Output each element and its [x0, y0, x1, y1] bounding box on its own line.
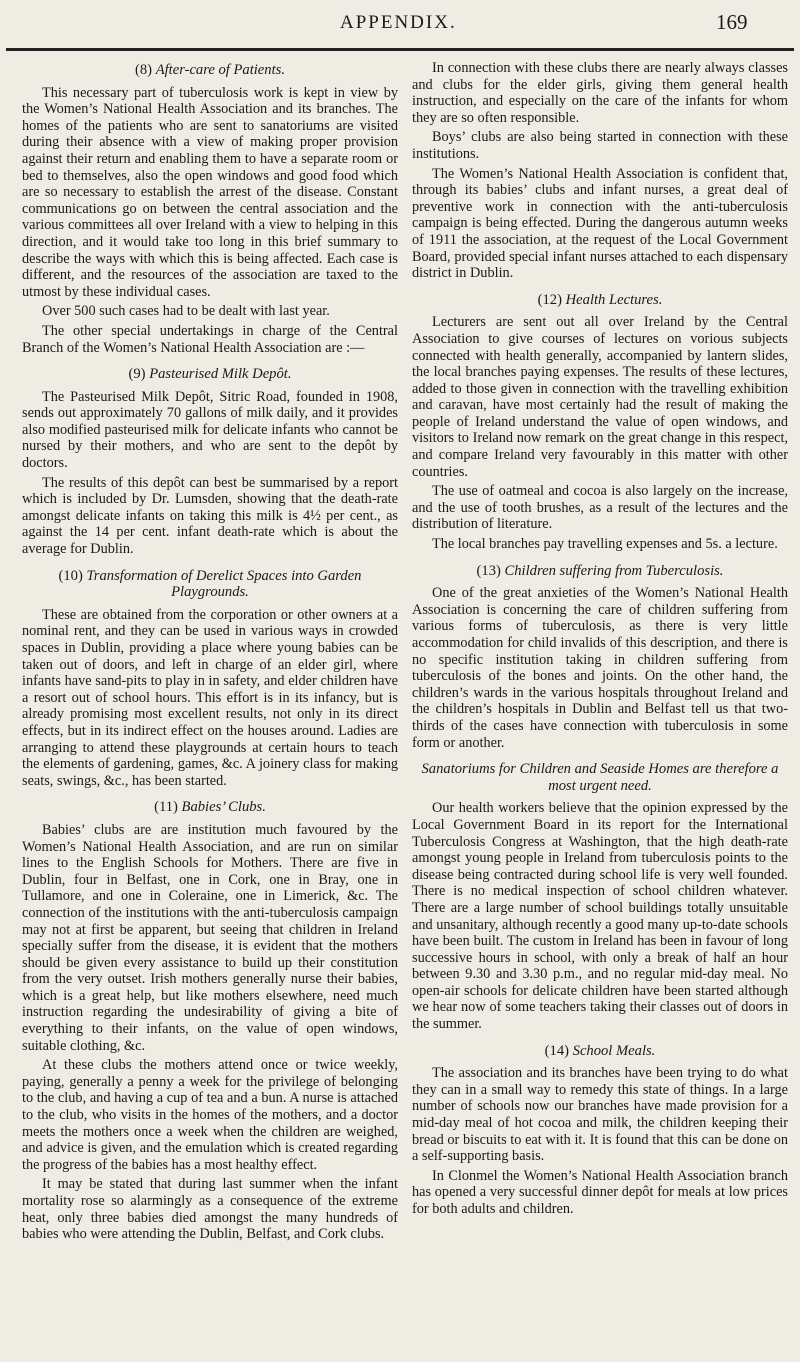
paragraph: In connection with these clubs there are nearly always classes and clubs for the elder girls, giving them general health instruction, and especially on the care of the infants for whom they are so often responsible.: [412, 60, 788, 126]
section-heading-health-lectures: [412, 292, 788, 309]
paragraph: At these clubs the mothers attend once or twice weekly, paying, generally a penny a week for the privilege of belonging to the club, and having a cup of tea and a bun. A nurse is attached to the club, who visits in the homes of the mothers, and a doctor meets the mothers once a week when the children are weighed, and advice is given, and the emulation which is created regarding the progress of the babies has a most healthy effect.: [22, 1057, 398, 1173]
paragraph: Lecturers are sent out all over Ireland by the Central Association to give courses of lectures on vorious subjects connected with health generally, accompanied by lantern slides, the local branches paying expenses. The results of these lectures, added to those given in connection with the travelling exhibition and caravan, have most certainly had the result of making the people of Ireland understand the value of open windows, and visitors to Ireland now remark on the great change in this respect, and compare Ireland very favourably in this matter with other countries.: [412, 314, 788, 480]
section-number: (9): [128, 366, 146, 383]
right-column: [412, 60, 788, 1356]
section-heading-sanatoriums: Sanatoriums for Children and Seaside Homes are therefore a most urgent need.: [421, 761, 779, 794]
header-rule: [6, 48, 794, 51]
section-heading-children-tuberculosis: [412, 563, 788, 580]
paragraph: It may be stated that during last summer when the infant mortality rose so alarmingly as a consequence of the extreme heat, only three babies died amongst the many hundreds of babies who were attending the Dublin, Belfast, and Cork clubs.: [22, 1176, 398, 1243]
section-heading-milk-depot: [22, 366, 398, 383]
section-number: (12): [537, 291, 562, 308]
paragraph: The local branches pay travelling expenses and 5s. a lecture.: [432, 536, 778, 553]
section-number: (11): [154, 799, 178, 816]
left-column: [22, 60, 398, 1356]
section-heading-playgrounds: [22, 568, 398, 601]
paragraph: The results of this depôt can best be summarised by a report which is included by Dr. Lumsden, showing that the death-rate amongst delicate infants on taking this milk is 4½ per cent., as against the 14 per cent. infant death-rate which is about the average for Dublin.: [22, 474, 398, 558]
running-head: [0, 8, 800, 40]
section-number: (13): [476, 562, 501, 579]
section-title: Health Lectures.: [565, 291, 663, 308]
section-number: (14): [544, 1042, 569, 1059]
section-title: Children suffering from Tuberculosis.: [504, 562, 724, 579]
paragraph: Our health workers believe that the opinion expressed by the Local Government Board in its report for the International Tuberculosis Congress at Washington, that the high death-rate amongst young people in Ireland from tuberculosis points to the disease being contracted during school life is very well founded. There is no medical inspection of school children whatever. There are a large number of school buildings totally unsuitable and unsanitary, although recently a good many up-to-date schools have been built. The custom in Ireland has been in favour of long successive hours in school, with only a break of half an hour between 9.30 and 3.30 p.m., and no regular mid-day meal. No open-air schools for delicate children have been started although we hear now of some teachers taking their classes out of doors in the summer.: [412, 800, 788, 1033]
paragraph: One of the great anxieties of the Women’s National Health Association is concerning the care of children suffering from various forms of tuberculosis, as there is very little accommodation for child invalids of this description, and there is no specific institution taking in children suffering from tuberculosis of the bones and joints. On the other hand, the children’s wards in the various hospitals throughout Ireland and the children’s hospitals in Dublin and Belfast tell us that two-thirds of the cases have connection with tuberculosis in some form or another.: [412, 585, 788, 751]
section-title: School Meals.: [572, 1042, 656, 1059]
section-heading-school-meals: [412, 1043, 788, 1060]
paragraph: In Clonmel the Women’s National Health Association branch has opened a very successful dinner depôt for meals at low prices for both adults and children.: [412, 1167, 788, 1217]
paragraph: The Women’s National Health Association is confident that, through its babies’ clubs and infant nurses, a great deal of preventive work in connection with the anti-tuberculosis campaign is being effected. During the dangerous autumn weeks of 1911 the association, at the request of the Local Government Board, provided special infant nurses attached to each dispensary district in Dublin.: [412, 165, 788, 282]
section-title: After-care of Patients.: [155, 62, 285, 78]
paragraph: The other special undertakings in charge of the Central Branch of the Women’s National Health Association are :—: [22, 322, 398, 356]
paragraph: The association and its branches have been trying to do what they can in a small way to remedy this state of things. In a large number of schools now our branches have made provision for a mid-day meal of hot cocoa and milk, the children keeping their bread or biscuits to eat with it. It is found that this can be done on a self-supporting basis.: [412, 1065, 788, 1165]
paragraph: These are obtained from the corporation or other owners at a nominal rent, and they can be used in various ways in crowded spaces in Dublin, providing a place where young babies can be taken out of doors, and left in charge of an elder girl, where infants have sand-pits to play in in safety, and elder children have a resort out of school hours. This effort is in its infancy, but is already promising most excellent results, not only in its direct effects, but in its indirect effect on the houses around. Ladies are arranging to attend these playgrounds at certain hours to teach the elements of gardening, games, &c. A joinery class for making seats, swings, &c., has been started.: [22, 606, 398, 789]
paragraph: Over 500 such cases had to be dealt with last year.: [42, 303, 330, 320]
paragraph: This necessary part of tuberculosis work is kept in view by the Women’s National Health Association and its branches. The homes of the patients who are sent to sanatoriums are visited during their absence with a view of making proper provision against their return and enabling them to have a separate room or bed to themselves, also the open windows and good food which are so necessary to establish the arrest of the disease. Constant communications go on between the central association and the various committees all over Ireland with a view to helping in this direction, and it would take too long in this brief summary to describe the ways with which this is being affected. Each case is different, and the resources of the association are taxed to the utmost by these individual cases.: [22, 84, 398, 300]
running-head-title: APPENDIX.: [340, 12, 457, 33]
section-title: Pasteurised Milk Depôt.: [149, 366, 292, 383]
section-title: Transformation of Derelict Spaces into Garden Playgrounds.: [86, 567, 362, 601]
paragraph: The Pasteurised Milk Depôt, Sitric Road, founded in 1908, sends out approximately 70 gallons of milk daily, and it provides also modified pasteurised milk for delicate infants who cannot be nursed by their mothers, and who are sent to the depôt by doctors.: [22, 388, 398, 472]
section-title: Babies’ Clubs.: [181, 799, 266, 816]
paragraph: Babies’ clubs are are institution much favoured by the Women’s National Health Association, and are run on similar lines to the English Schools for Mothers. There are five in Dublin, four in Belfast, one in Cork, one in Bray, one in Tullamore, and one in Coleraine, one in Limerick, &c. The connection of the institutions with the anti-tuberculosis campaign may not at first be apparent, but seeing that children in Ireland specially suffer from the disease, it is evident that the mothers should be given every assistance to build up their constitution from the very outset. Irish mothers generally nurse their babies, which is a great help, but like mothers elsewhere, need much instruction regarding the undesirability of giving a bite of everything to their infants, on the value of open windows, suitable clothing, &c.: [22, 821, 398, 1054]
page-number: 169: [716, 10, 748, 34]
section-heading-babies-clubs: [22, 799, 398, 816]
section-heading-after-care: [22, 62, 398, 79]
section-number: (8): [135, 62, 153, 78]
paragraph: The use of oatmeal and cocoa is also largely on the increase, and the use of tooth brushes, as a result of the lectures and the distribution of literature.: [412, 483, 788, 533]
paragraph: Boys’ clubs are also being started in connection with these institutions.: [412, 129, 788, 162]
section-number: (10): [58, 567, 83, 584]
